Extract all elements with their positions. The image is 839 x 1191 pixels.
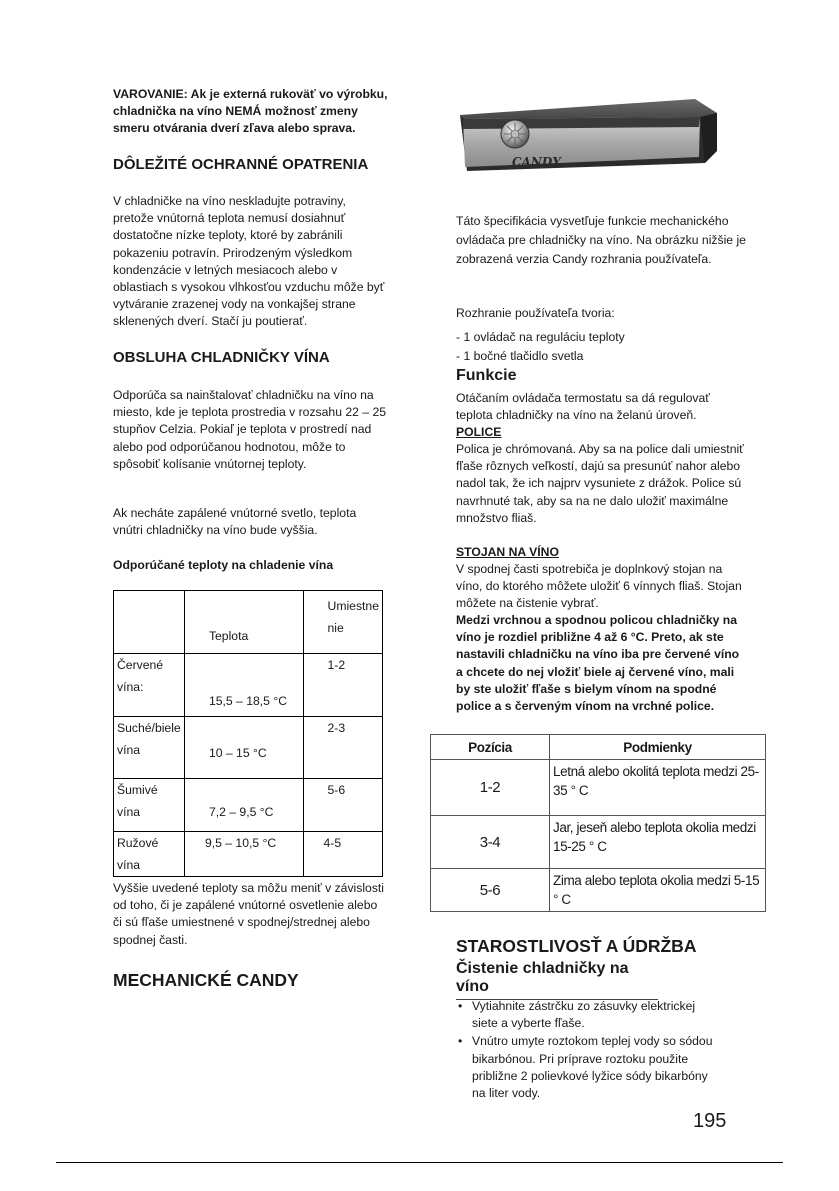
- safety-heading: DÔLEŽITÉ OCHRANNÉ OPATRENIA: [113, 156, 369, 173]
- wine-type: Šumivé vína: [114, 779, 185, 832]
- light-text: Ak necháte zapálené vnútorné svetlo, teplota vnútri chladničky na víno bude vyššia.: [113, 506, 357, 538]
- position-value: 1-2: [303, 654, 382, 717]
- position-column-header: Pozícia: [431, 735, 550, 760]
- operation-text: Odporúča sa nainštalovať chladničku na víno na miesto, kde je teplota prostredia v rozsahu 22 – 25 stupňov Celzia. Pokiaľ je teplota v prostredí nad alebo pod odporúčanou hodnotou, môže to spôsobiť kolísanie vnútornej teploty.: [113, 388, 387, 471]
- stand-text: V spodnej časti spotrebiča je doplnkový stojan na víno, do ktorého môžete uložiť 6 vínnych fliaš. Stojan môžete na čistenie vybrať.: [456, 562, 742, 611]
- shelves-text: Polica je chrómovaná. Aby sa na police dali umiestniť fľaše rôznych veľkostí, dajú sa presunúť nahor alebo nadol tak, že ich najprv vysuniete z drážok. Police sú navrhnuté tak, aby sa na ne dalo uložiť maximálne množstvo fliaš.: [456, 442, 744, 525]
- table-row: [114, 717, 383, 779]
- safety-text: V chladničke na víno neskladujte potraviny, pretože vnútorná teplota nemusí dosiahnuť dostatočne nízke teploty, ktoré by zabránili pokazeniu potravín. Prirodzeným výsledkom kondenzácie v letných mesiacoch alebo v oblastiach s vysokou vlhkosťou vzduchu môže byť vytváranie zrazenej vody na vonkajšej strane sklenených dverí. Stačí ju poutierať.: [113, 194, 385, 329]
- wine-temperature-table: [113, 590, 383, 877]
- candy-logo-text: CANDY: [512, 155, 561, 169]
- cleaning-heading: Čistenie chladničky na víno: [456, 960, 658, 1000]
- condition-column-header: Podmienky: [550, 735, 766, 760]
- positions-conditions-table: [430, 734, 766, 912]
- position-value: 3-4: [431, 816, 550, 869]
- position-header: Umiestne nie: [303, 591, 382, 654]
- position-value: 5-6: [431, 869, 550, 912]
- condition-value: Letná alebo okolitá teplota medzi 25-35 ° C: [550, 760, 766, 816]
- wine-type: Ružové vína: [114, 832, 185, 877]
- control-panel-illustration: [455, 93, 717, 183]
- operation-heading: OBSLUHA CHLADNIČKY VÍNA: [113, 349, 330, 366]
- list-item: • Vnútro umyte roztokom teplej vody so sódou bikarbónou. Pri príprave roztoku použite približne 2 polievkové lyžice sódy bikarbóny na liter vody.: [458, 1033, 720, 1102]
- temp-value: 9,5 – 10,5 °C: [184, 832, 303, 877]
- table-row: [114, 779, 383, 832]
- stand-bold-text: Medzi vrchnou a spodnou policou chladničky na víno je rozdiel približne 4 až 6 °C. Preto, ak ste nastavili chladničku na víno iba pre červené víno a chcete do nej vložiť biele aj červené víno, mali by ste uložiť fľaše s bielym vínom na spodné police a s červeným vínom na vrchné police.: [456, 613, 740, 714]
- functions-heading: Funkcie: [456, 367, 517, 384]
- list-item: • Vytiahnite zástrčku zo zásuvky elektrickej siete a vyberte fľaše.: [458, 998, 720, 1032]
- table-row: [114, 832, 383, 877]
- footer-divider: [56, 1162, 783, 1163]
- condition-value: Zima alebo teplota okolia medzi 5-15 ° C: [550, 869, 766, 912]
- temp-header: Teplota: [184, 591, 303, 654]
- control-panel-image: [455, 93, 717, 183]
- interface-item-knob: - 1 ovládač na reguláciu teploty: [456, 330, 625, 344]
- temp-value: 10 – 15 °C: [184, 717, 303, 779]
- position-value: 4-5: [303, 832, 382, 877]
- note-text: Vyššie uvedené teploty sa môžu meniť v závislosti od toho, či je zapálené vnútorné osvetlenie alebo či sú fľaše umiestnené v spodnej/strednej alebo spodnej časti.: [113, 881, 385, 947]
- table-row: [114, 591, 383, 654]
- table-row: [431, 735, 766, 760]
- table-row: [431, 816, 766, 869]
- table-row: [431, 760, 766, 816]
- table-row: [431, 869, 766, 912]
- cleaning-list: [458, 998, 720, 1103]
- warning-text: VAROVANIE: Ak je externá rukoväť vo výrobku, chladnička na víno NEMÁ možnosť zmeny smeru otvárania dverí zľava alebo sprava.: [113, 87, 388, 136]
- shelves-heading: POLICE: [456, 425, 502, 439]
- functions-text: Otáčaním ovládača termostatu sa dá regulovať teplota chladničky na víno na želanú úroveň.: [456, 391, 710, 423]
- recommended-heading: Odporúčané teploty na chladenie vína: [113, 558, 334, 572]
- interface-item-light: - 1 bočné tlačidlo svetla: [456, 349, 584, 363]
- condition-value: Jar, jeseň alebo teplota okolia medzi 15-25 ° C: [550, 816, 766, 869]
- mechanical-heading: MECHANICKÉ CANDY: [113, 970, 299, 990]
- position-value: 5-6: [303, 779, 382, 832]
- temp-value: 7,2 – 9,5 °C: [184, 779, 303, 832]
- care-heading: STAROSTLIVOSŤ A ÚDRŽBA: [456, 936, 697, 956]
- interface-intro: Rozhranie používateľa tvoria:: [456, 306, 615, 320]
- temp-value: 15,5 – 18,5 °C: [184, 654, 303, 717]
- wine-type: Červené vína:: [114, 654, 185, 717]
- position-value: 1-2: [431, 760, 550, 816]
- position-value: 2-3: [303, 717, 382, 779]
- stand-heading: STOJAN NA VÍNO: [456, 545, 559, 559]
- wine-type: Suché/biele vína: [114, 717, 185, 779]
- spec-text: Táto špecifikácia vysvetľuje funkcie mechanického ovládača pre chladničky na víno. Na obrázku nižšie je zobrazená verzia Candy rozhrania používateľa.: [456, 214, 746, 266]
- table-row: [114, 654, 383, 717]
- page-number: 195: [693, 1110, 727, 1132]
